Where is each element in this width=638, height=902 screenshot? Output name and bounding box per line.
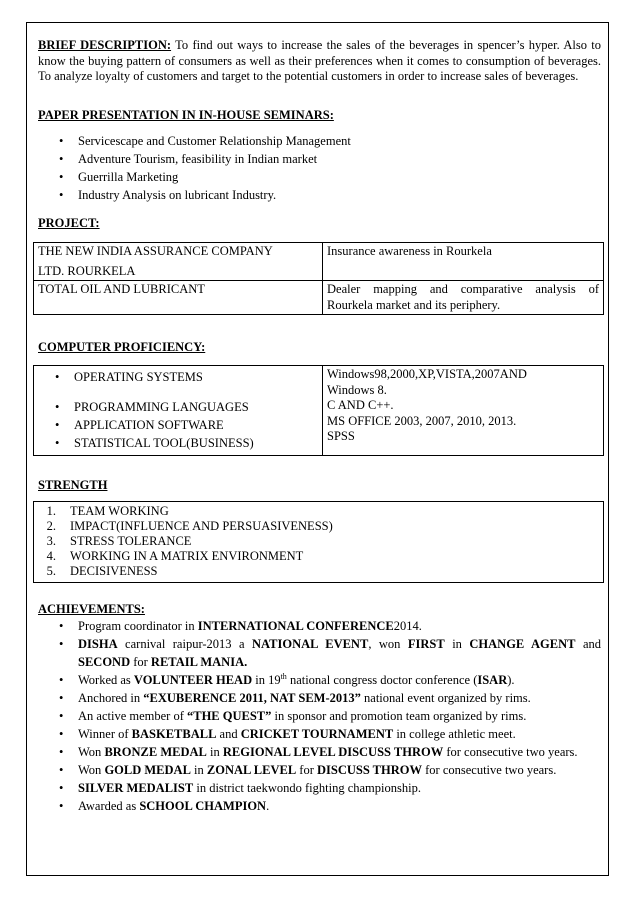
list-item: 1. TEAM WORKING xyxy=(46,504,169,518)
brief-heading: BRIEF DESCRIPTION: xyxy=(38,38,172,52)
strength-heading: STRENGTH xyxy=(38,478,108,492)
achievements-list xyxy=(38,617,601,815)
list-item: • An active member of “THE QUEST” in sponsor and promotion team organized by rims. xyxy=(38,707,601,725)
list-item: • APPLICATION SOFTWARE xyxy=(34,416,322,434)
brief-text: To find out ways to increase the sales of the beverages in spencer’s hyper. Also to know the buying pattern of consumers as well as their preferences when it comes to consumption of beverages. To analyze loyalty of customers and target to the potential customers in order to increase sales of beverages. xyxy=(38,38,602,83)
list-item: • Guerrilla Marketing xyxy=(38,168,601,186)
table-row xyxy=(34,243,604,281)
list-item: • OPERATING SYSTEMS xyxy=(34,368,322,386)
computer-section xyxy=(38,340,601,456)
table-row xyxy=(34,281,604,315)
project-heading: PROJECT: xyxy=(38,216,100,230)
list-item: • Industry Analysis on lubricant Industry. xyxy=(38,186,601,204)
list-item: 5. DECISIVENESS xyxy=(46,564,158,578)
list-item: • Adventure Tourism, feasibility in Indian market xyxy=(38,150,601,168)
list-item: • PROGRAMMING LANGUAGES xyxy=(34,398,322,416)
list-item: • STATISTICAL TOOL(BUSINESS) xyxy=(34,434,322,452)
computer-table xyxy=(33,365,604,456)
list-item: 2. IMPACT(INFLUENCE AND PERSUASIVENESS) xyxy=(46,519,333,533)
strength-section xyxy=(38,478,601,583)
list-item: 4. WORKING IN A MATRIX ENVIRONMENT xyxy=(46,549,304,563)
project-table xyxy=(33,242,604,315)
strength-box xyxy=(33,501,604,583)
brief-description xyxy=(38,38,601,85)
table-row xyxy=(34,366,604,456)
list-item: • Anchored in “EXUBERENCE 2011, NAT SEM-2013” national event organized by rims. xyxy=(38,689,601,707)
computer-heading: COMPUTER PROFICIENCY: xyxy=(38,340,206,354)
list-item: 3. STRESS TOLERANCE xyxy=(46,534,192,548)
list-item: • Awarded as SCHOOL CHAMPION. xyxy=(38,797,601,815)
paper-section xyxy=(38,108,601,204)
computer-labels xyxy=(34,366,323,456)
achievements-section xyxy=(38,602,601,815)
list-item: • Won BRONZE MEDAL in REGIONAL LEVEL DISCUSS THROW for consecutive two years. xyxy=(38,743,601,761)
project-section xyxy=(38,216,601,315)
list-item: • Servicescape and Customer Relationship Management xyxy=(38,132,601,150)
project-org: THE NEW INDIA ASSURANCE COMPANY LTD. ROURKELA xyxy=(34,243,323,281)
computer-values: Windows98,2000,XP,VISTA,2007AND Windows 8. C AND C++. MS OFFICE 2003, 2007, 2010, 2013. SPSS xyxy=(323,366,604,456)
project-desc: Dealer mapping and comparative analysis of Rourkela market and its periphery. xyxy=(323,281,604,315)
paper-list xyxy=(38,132,601,204)
list-item: • DISHA carnival raipur-2013 a NATIONAL EVENT, won FIRST in CHANGE AGENT and SECOND for RETAIL MANIA. xyxy=(38,635,601,671)
list-item: • Winner of BASKETBALL and CRICKET TOURNAMENT in college athletic meet. xyxy=(38,725,601,743)
list-item: • Won GOLD MEDAL in ZONAL LEVEL for DISCUSS THROW for consecutive two years. xyxy=(38,761,601,779)
list-item: • Program coordinator in INTERNATIONAL CONFERENCE2014. xyxy=(38,617,601,635)
strength-list xyxy=(34,504,603,579)
paper-heading: PAPER PRESENTATION IN IN-HOUSE SEMINARS: xyxy=(38,108,334,122)
achievements-heading: ACHIEVEMENTS: xyxy=(38,602,145,616)
list-item: • SILVER MEDALIST in district taekwondo fighting championship. xyxy=(38,779,601,797)
list-item: • Worked as VOLUNTEER HEAD in 19th national congress doctor conference (ISAR). xyxy=(38,671,601,689)
project-org: TOTAL OIL AND LUBRICANT xyxy=(34,281,323,315)
project-desc: Insurance awareness in Rourkela xyxy=(323,243,604,281)
